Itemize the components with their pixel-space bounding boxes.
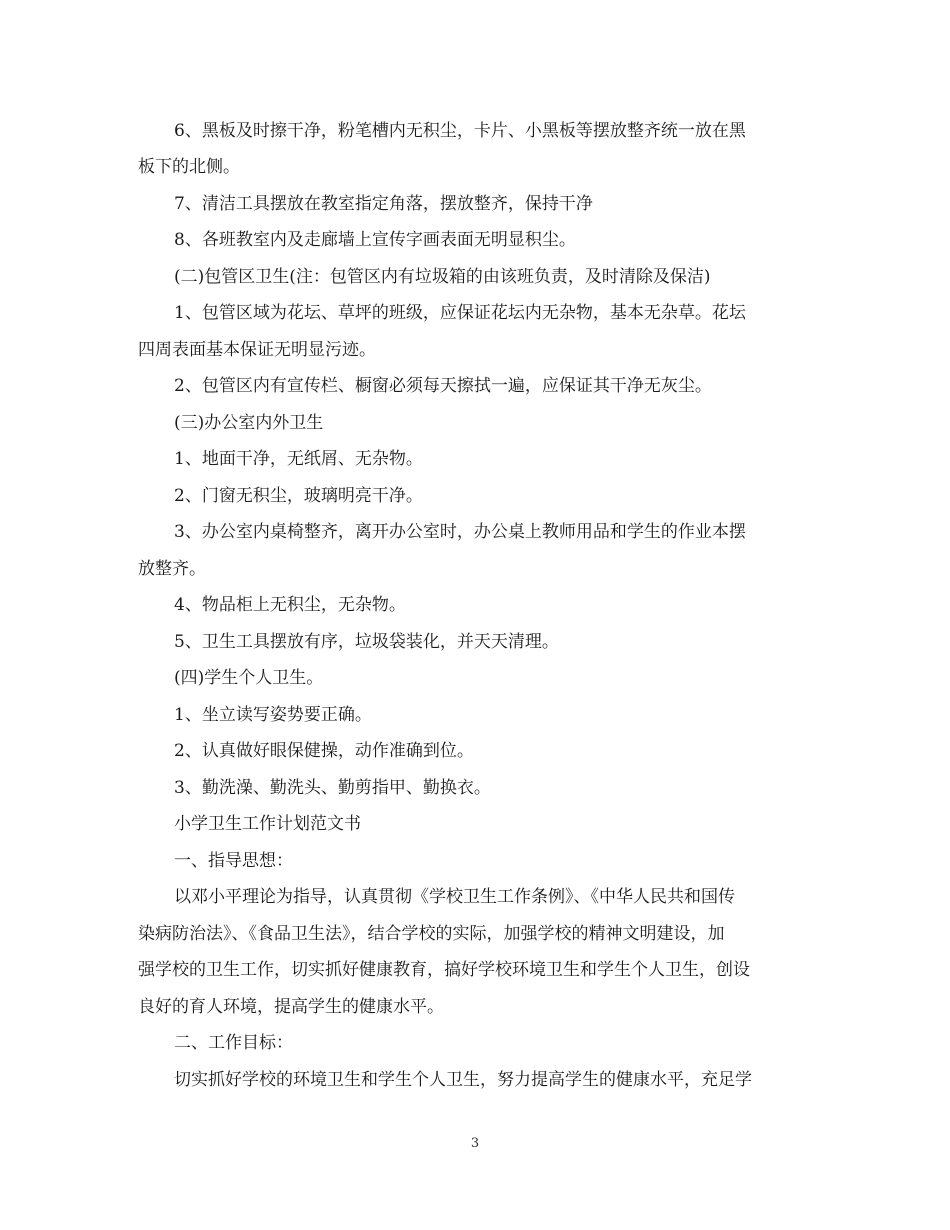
paragraph-line: 强学校的卫生工作，切实抓好健康教育，搞好学校环境卫生和学生个人卫生，创设 (138, 960, 750, 980)
section-heading: 二、工作目标： (174, 1033, 293, 1053)
paragraph-line: 板下的北侧。 (138, 157, 240, 177)
section-heading: (三)办公室内外卫生 (174, 413, 324, 433)
paragraph-line: 8、各班教室内及走廊墙上宣传字画表面无明显积尘。 (174, 230, 576, 250)
paragraph-line: 1、地面干净，无纸屑、无杂物。 (174, 449, 423, 469)
paragraph-line: 四周表面基本保证无明显污迹。 (138, 340, 376, 360)
document-title: 小学卫生工作计划范文书 (174, 814, 361, 834)
paragraph-line: 2、包管区内有宣传栏、橱窗必须每天擦拭一遍，应保证其干净无灰尘。 (174, 376, 712, 396)
paragraph-line: 2、认真做好眼保健操，动作准确到位。 (174, 741, 474, 761)
paragraph-line: 切实抓好学校的环境卫生和学生个人卫生，努力提高学生的健康水平，充足学 (174, 1070, 752, 1090)
paragraph-line: 放整齐。 (138, 559, 206, 579)
paragraph-line: 4、物品柜上无积尘，无杂物。 (174, 595, 406, 615)
section-heading: (二)包管区卫生(注：包管区内有垃圾箱的由该班负责，及时清除及保洁) (174, 267, 711, 287)
section-heading: 一、指导思想： (174, 851, 293, 871)
paragraph-line: 7、清洁工具摆放在教室指定角落，摆放整齐，保持干净 (174, 194, 593, 214)
paragraph-line: 2、门窗无积尘，玻璃明亮干净。 (174, 486, 423, 506)
paragraph-line: 3、勤洗澡、勤洗头、勤剪指甲、勤换衣。 (174, 778, 491, 798)
paragraph-line: 1、包管区域为花坛、草坪的班级，应保证花坛内无杂物，基本无杂草。花坛 (174, 303, 746, 323)
paragraph-line: 6、黑板及时擦干净，粉笔槽内无积尘，卡片、小黑板等摆放整齐统一放在黑 (174, 121, 746, 141)
page-number: 3 (470, 1136, 480, 1151)
paragraph-line: 良好的育人环境，提高学生的健康水平。 (138, 997, 444, 1017)
paragraph-line: 染病防治法》、《食品卫生法》，结合学校的实际，加强学校的精神文明建设，加 (138, 924, 725, 944)
paragraph-line: 1、坐立读写姿势要正确。 (174, 705, 372, 725)
section-heading: (四)学生个人卫生。 (174, 668, 324, 688)
paragraph-line: 以邓小平理论为指导，认真贯彻《学校卫生工作条例》、《中华人民共和国传 (174, 887, 735, 907)
paragraph-line: 3、办公室内桌椅整齐，离开办公室时，办公桌上教师用品和学生的作业本摆 (174, 522, 746, 542)
paragraph-line: 5、卫生工具摆放有序，垃圾袋装化，并天天清理。 (174, 632, 559, 652)
